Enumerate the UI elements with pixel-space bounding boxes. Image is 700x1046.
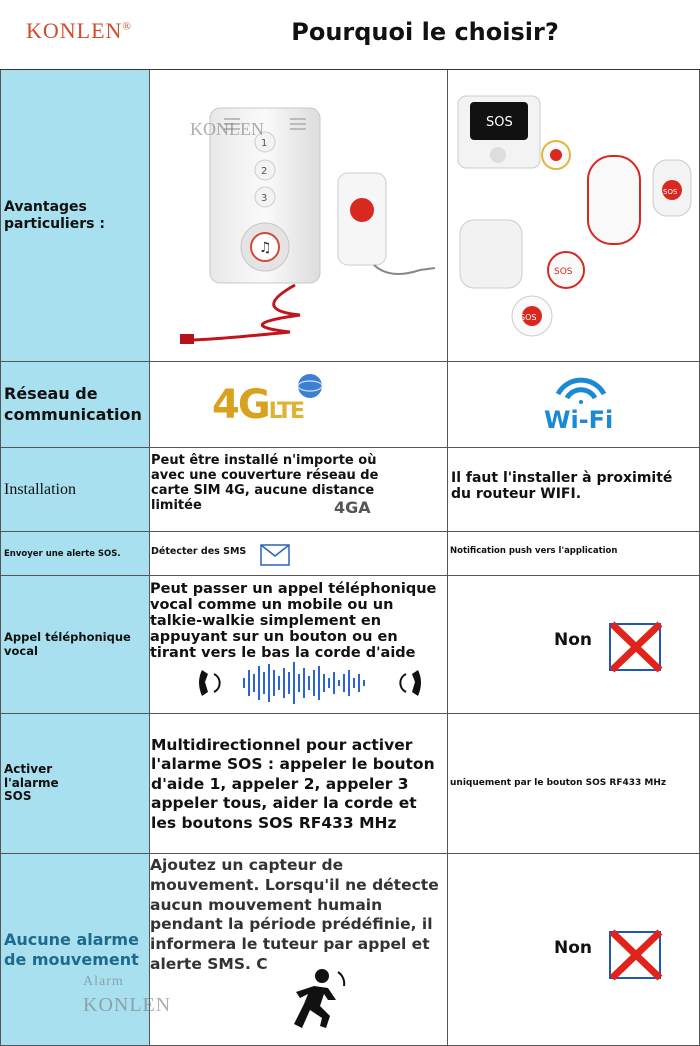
row-label: Envoyer une alerte SOS.: [0, 532, 150, 575]
svg-text:1: 1: [261, 138, 268, 149]
row-appel-vocal: [0, 576, 700, 714]
cross-icon: [606, 928, 664, 982]
svg-text:3: 3: [261, 193, 268, 204]
network-4g-cell: [150, 362, 448, 447]
non-label: Non: [554, 630, 593, 650]
network-wifi-cell: [448, 362, 700, 447]
svg-text:SOS: SOS: [663, 188, 678, 196]
row-label: Installation: [0, 448, 150, 531]
motion-wifi-cell: [448, 854, 700, 1045]
push-cell: Notification push vers l'application: [448, 532, 700, 575]
motion-4g-cell: Ajoutez un capteur de mouvement. Lorsqu'il ne détecte aucun mouvement humain pendant la période prédéfinie, il informera le tuteur par appel et alerte SMS. C: [150, 854, 448, 1045]
non-label: Non: [554, 938, 593, 958]
voice-call-cell: Peut passer un appel téléphonique vocal comme un mobile ou un talkie-walkie simplement en appuyant sur un bouton ou en tirant vers le bas la corde d'aide: [150, 576, 448, 713]
4g-lte-logo: 4GLTE: [212, 382, 304, 428]
row-installation: [0, 448, 700, 532]
wifi-icon: [554, 374, 608, 404]
wifi-device-images: [448, 70, 700, 362]
phone-icon: [400, 670, 421, 696]
row-reseau: [0, 362, 700, 448]
activate-4g-cell: Multidirectionnel pour activer l'alarme SOS : appeler le bouton d'aide 1, appeler 2, appeler 3 appeler tous, aider la corde et les boutons SOS RF433 MHz: [150, 714, 448, 853]
row-label: Réseau de communication: [0, 362, 150, 447]
voice-wave-graphic: [194, 660, 434, 706]
cross-icon: [606, 620, 664, 674]
sms-cell: Détecter des SMS: [150, 532, 448, 575]
svg-text:KONLEN: KONLEN: [190, 119, 264, 139]
sos-panel-device-image: [150, 70, 448, 362]
device-4g-image: [150, 70, 448, 361]
device-wifi-image: [448, 70, 700, 361]
4g-tower-label: 4GA: [334, 498, 371, 517]
svg-text:♫: ♫: [259, 240, 272, 256]
row-envoyer-alerte: [0, 532, 700, 576]
row-label: Avantages particuliers :: [0, 70, 150, 361]
svg-text:2: 2: [261, 166, 268, 177]
installation-4g-cell: Peut être installé n'importe où avec une couverture réseau de carte SIM 4G, aucune distance limitée 4GA: [150, 448, 448, 531]
page-title: Pourquoi le choisir?: [291, 18, 559, 46]
globe-icon: [296, 372, 324, 400]
row-label: Appel téléphonique vocal: [0, 576, 150, 713]
row-avantages: [0, 70, 700, 362]
svg-text:SOS: SOS: [486, 115, 513, 130]
envelope-icon: [260, 544, 290, 566]
activate-wifi-cell: uniquement par le bouton SOS RF433 MHz: [448, 714, 700, 853]
phone-icon: [199, 670, 220, 696]
comparison-table: [0, 70, 700, 1046]
svg-text:SOS: SOS: [554, 267, 573, 277]
installation-wifi-cell: Il faut l'installer à proximité du routeur WIFI.: [448, 448, 700, 531]
voice-call-wifi-cell: [448, 576, 700, 713]
svg-text:SOS: SOS: [520, 313, 537, 322]
running-man-icon: [284, 968, 350, 1032]
row-activer-alarme: [0, 714, 700, 854]
header: [0, 0, 700, 70]
watermark-konlen: KONLEN: [83, 994, 172, 1016]
watermark-alarm: Alarm: [83, 974, 124, 989]
row-label: Aucune alarme de mouvement Alarm KONLEN: [0, 854, 150, 1045]
brand-logo: KONLEN®: [26, 18, 132, 43]
wifi-logo-text: Wi-Fi: [544, 406, 614, 434]
row-label: Activer l'alarme SOS: [0, 714, 150, 853]
row-mouvement: [0, 854, 700, 1046]
